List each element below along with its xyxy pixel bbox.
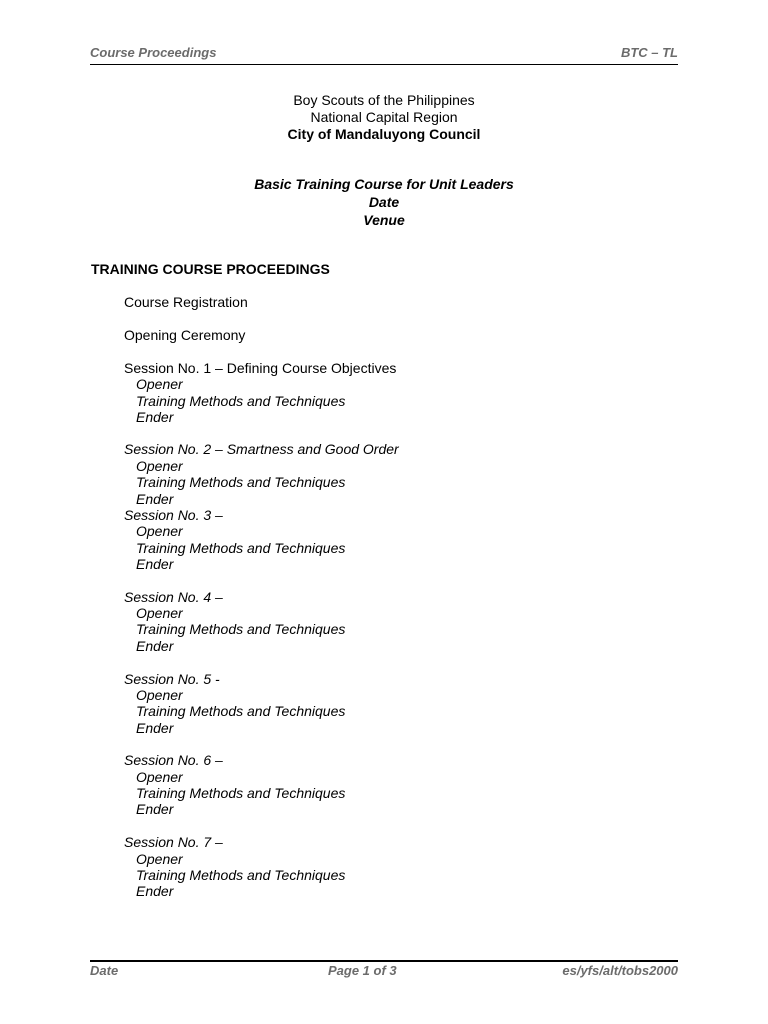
footer-reference: es/yfs/alt/tobs2000 [562, 963, 678, 978]
org-council: City of Mandaluyong Council [287, 126, 481, 142]
session-3-opener: Opener [136, 523, 183, 539]
session-6-title: Session No. 6 – [124, 752, 223, 768]
section-heading: TRAINING COURSE PROCEEDINGS [91, 261, 330, 277]
organization-block [90, 92, 678, 143]
session-7-title: Session No. 7 – [124, 834, 223, 850]
opening-ceremony: Opening Ceremony [124, 327, 246, 343]
course-date: Date [368, 194, 400, 210]
course-registration: Course Registration [124, 294, 248, 310]
course-block [90, 175, 678, 229]
session-7-ender: Ender [136, 883, 174, 899]
session-6-opener: Opener [136, 769, 183, 785]
page-header [90, 44, 678, 65]
session-4-methods: Training Methods and Techniques [136, 621, 346, 637]
session-5-methods: Training Methods and Techniques [136, 703, 346, 719]
session-5-opener: Opener [136, 687, 183, 703]
header-right-text: BTC – TL [620, 45, 678, 60]
session-3-ender: Ender [136, 556, 174, 572]
session-5-ender: Ender [136, 720, 174, 736]
session-4-title: Session No. 4 – [124, 589, 223, 605]
session-6-ender: Ender [136, 801, 174, 817]
course-venue: Venue [363, 212, 405, 228]
session-7-opener: Opener [136, 851, 183, 867]
session-4-opener: Opener [136, 605, 183, 621]
session-2-opener: Opener [136, 458, 183, 474]
session-2-ender: Ender [136, 491, 174, 507]
session-1-methods: Training Methods and Techniques [136, 393, 346, 409]
session-1-opener: Opener [136, 376, 183, 392]
session-7-methods: Training Methods and Techniques [136, 867, 346, 883]
session-5-title: Session No. 5 - [124, 671, 220, 687]
footer-page-number: Page 1 of 3 [328, 963, 397, 978]
org-region: National Capital Region [310, 109, 458, 125]
session-2-title: Session No. 2 – Smartness and Good Order [124, 441, 399, 457]
org-name: Boy Scouts of the Philippines [293, 92, 475, 108]
session-1-ender: Ender [136, 409, 174, 425]
course-title: Basic Training Course for Unit Leaders [254, 176, 514, 192]
session-1-title: Session No. 1 – Defining Course Objectives [124, 360, 397, 376]
session-2-methods: Training Methods and Techniques [136, 474, 346, 490]
session-6-methods: Training Methods and Techniques [136, 785, 346, 801]
session-4-ender: Ender [136, 638, 174, 654]
page-footer [90, 960, 678, 982]
header-left-text: Course Proceedings [90, 45, 217, 60]
session-3-title: Session No. 3 – [124, 507, 223, 523]
footer-date: Date [90, 963, 119, 978]
session-3-methods: Training Methods and Techniques [136, 540, 346, 556]
